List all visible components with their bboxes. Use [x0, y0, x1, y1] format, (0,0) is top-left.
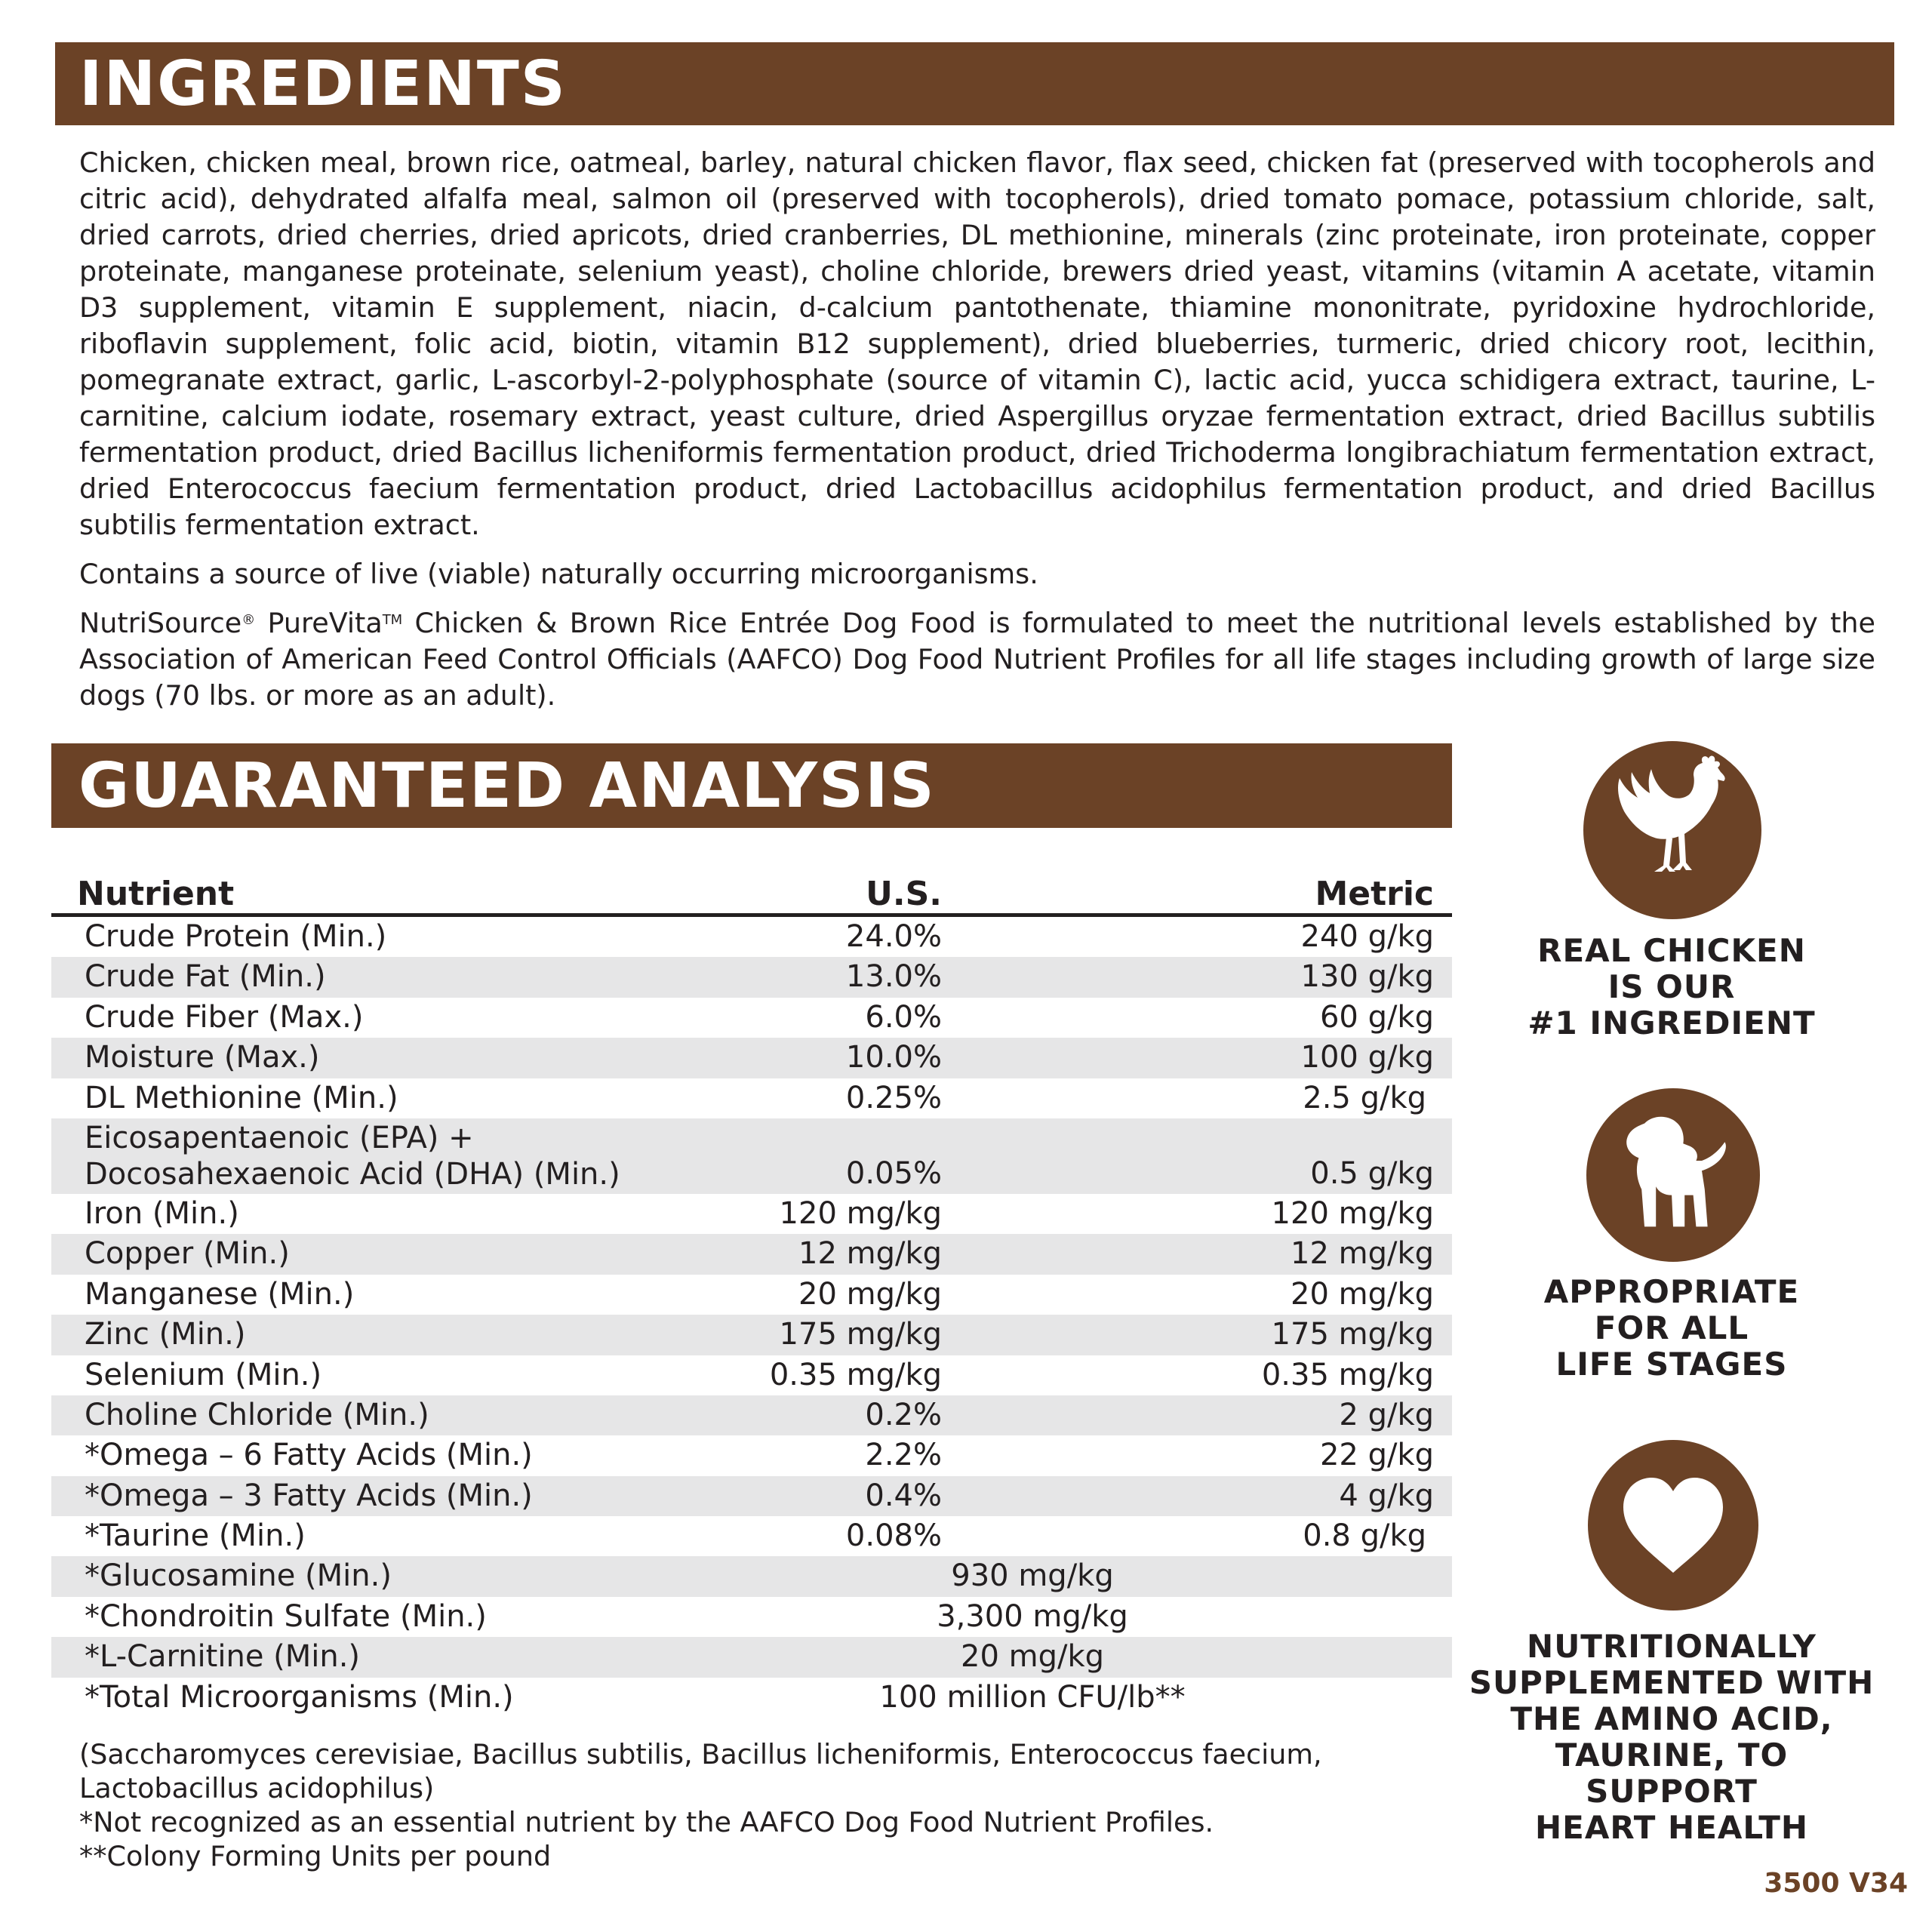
nutrient-cell: Iron (Min.) — [85, 1195, 239, 1231]
table-row — [51, 1078, 1452, 1118]
table-row — [51, 1234, 1452, 1274]
badge-line: APPROPRIATE — [1543, 1273, 1800, 1310]
puppy-badge-text — [1502, 1274, 1841, 1383]
nutrient-cell: *Taurine (Min.) — [85, 1518, 306, 1554]
nutrient-cell: *Total Microorganisms (Min.) — [85, 1679, 514, 1715]
table-row — [51, 1038, 1452, 1078]
table-row — [51, 1315, 1452, 1355]
table-row — [51, 1435, 1452, 1475]
nutrient-line: Docosahexaenoic Acid (DHA) (Min.) — [85, 1156, 620, 1192]
us-cell: 0.35 mg/kg — [769, 1357, 942, 1392]
nutrient-cell: Choline Chloride (Min.) — [85, 1397, 429, 1432]
table-row — [51, 1194, 1452, 1234]
nutrient-line: Eicosapentaenoic (EPA) + — [85, 1120, 474, 1155]
metric-cell: 4 g/kg — [1339, 1478, 1434, 1513]
combined-value-cell: 3,300 mg/kg — [937, 1598, 1128, 1634]
ingredients-heading: INGREDIENTS — [55, 42, 1894, 125]
metric-cell: 60 g/kg — [1319, 999, 1434, 1035]
metric-cell: 2 g/kg — [1339, 1397, 1434, 1432]
us-cell: 24.0% — [845, 919, 942, 954]
table-row — [51, 998, 1452, 1038]
us-cell: 0.08% — [845, 1518, 942, 1554]
table-row — [51, 1678, 1452, 1718]
us-cell: 0.25% — [845, 1080, 942, 1115]
combined-value-cell: 20 mg/kg — [961, 1639, 1104, 1675]
guaranteed-analysis-heading: GUARANTEED ANALYSIS — [51, 743, 1452, 828]
us-cell: 2.2% — [865, 1438, 942, 1473]
header-us: U.S. — [866, 875, 942, 913]
table-row — [51, 1118, 1452, 1194]
metric-cell: 175 mg/kg — [1271, 1317, 1434, 1352]
us-cell: 10.0% — [845, 1040, 942, 1075]
aafco-statement-paragraph — [79, 605, 1875, 714]
metric-cell: 130 g/kg — [1300, 959, 1434, 995]
chicken-icon — [1583, 741, 1761, 919]
badge-line: FOR ALL — [1594, 1309, 1749, 1346]
footnote-cfu: **Colony Forming Units per pound — [79, 1840, 552, 1872]
ingredients-list: Chicken, chicken meal, brown rice, oatmeal, barley, natural chicken flavor, flax seed, chicken fat (preserved with tocopherols and citric acid), dehydrated alfalfa meal, salmon oil (preserved with tocopherols), dried tomato pomace, potassium chloride, salt, dried carrots, dried cherries, dried apricots, dried cranberries, DL methionine, minerals (zinc proteinate, iron proteinate, copper proteinate, manganese proteinate, selenium yeast), choline chloride, brewers dried yeast, vitamins (vitamin A acetate, vitamin D3 supplement, vitamin E supplement, niacin, d-calcium pantothenate, thiamine mononitrate, pyridoxine hydrochloride, riboflavin supplement, folic acid, biotin, vitamin B12 supplement), dried blueberries, turmeric, dried chicory root, lecithin, pomegranate extract, garlic, L-ascorbyl-2-polyphosphate (source of vitamin C), lactic acid, yucca schidigera extract, taurine, L-carnitine, calcium iodate, rosemary extract, yeast culture, dried Aspergillus oryzae fermentation extract, dried Bacillus subtilis fermentation product, dried Bacillus licheniformis fermentation product, dried Trichoderma longibrachiatum fermentation extract, dried Enterococcus faecium fermentation product, dried Lactobacillus acidophilus fermentation product, and dried Bacillus subtilis fermentation extract. — [79, 146, 1875, 541]
heart-icon — [1588, 1440, 1758, 1611]
registered-mark: ® — [242, 612, 256, 628]
puppy-icon — [1586, 1088, 1760, 1262]
trademark-mark: TM — [382, 612, 403, 628]
table-row — [51, 1355, 1452, 1395]
metric-cell: 2.5 g/kg — [1303, 1080, 1426, 1115]
us-cell: 0.2% — [865, 1397, 942, 1432]
live-microorganisms-note: Contains a source of live (viable) naturally occurring microorganisms. — [79, 558, 1038, 590]
nutrient-cell: Moisture (Max.) — [85, 1040, 320, 1075]
nutrient-cell: Selenium (Min.) — [85, 1357, 322, 1392]
nutrient-cell: *L-Carnitine (Min.) — [85, 1639, 361, 1675]
table-row — [51, 1395, 1452, 1435]
puppy-badge — [1586, 1088, 1760, 1262]
metric-cell: 100 g/kg — [1300, 1040, 1434, 1075]
nutrient-cell: Crude Fiber (Max.) — [85, 999, 364, 1035]
nutrient-cell — [85, 1120, 620, 1192]
table-row — [51, 1597, 1452, 1637]
nutrient-cell: *Omega – 6 Fatty Acids (Min.) — [85, 1438, 533, 1473]
table-row — [51, 1476, 1452, 1516]
chicken-badge — [1583, 741, 1761, 919]
nutrient-cell: Copper (Min.) — [85, 1236, 290, 1272]
combined-value-cell: 100 million CFU/lb** — [879, 1679, 1186, 1715]
badge-line: SUPPLEMENTED WITH — [1469, 1664, 1875, 1701]
ingredients-body — [79, 145, 1875, 727]
badge-line: LIFE STAGES — [1555, 1346, 1788, 1383]
nutrient-cell: Manganese (Min.) — [85, 1276, 355, 1312]
us-cell: 6.0% — [865, 999, 942, 1035]
nutrient-cell: *Chondroitin Sulfate (Min.) — [85, 1598, 487, 1634]
table-row — [51, 1275, 1452, 1315]
analysis-footnotes — [79, 1737, 1438, 1873]
badge-line: NUTRITIONALLY — [1527, 1628, 1817, 1665]
us-cell: 0.05% — [845, 1155, 942, 1191]
guaranteed-analysis-table — [51, 874, 1452, 1718]
badge-line: IS OUR — [1607, 968, 1736, 1005]
nutrient-cell: *Glucosamine (Min.) — [85, 1558, 392, 1594]
brand-name: NutriSource — [79, 607, 242, 639]
heart-badge — [1588, 1440, 1758, 1611]
badge-line: HEART HEALTH — [1534, 1809, 1809, 1846]
table-header — [51, 874, 1452, 917]
footnote-species-line2: Lactobacillus acidophilus) — [79, 1772, 435, 1804]
nutrient-cell: Crude Fat (Min.) — [85, 959, 326, 995]
us-cell: 120 mg/kg — [779, 1195, 942, 1231]
metric-cell: 0.35 mg/kg — [1261, 1357, 1434, 1392]
metric-cell: 12 mg/kg — [1291, 1236, 1434, 1272]
table-row — [51, 1516, 1452, 1556]
metric-cell: 0.8 g/kg — [1303, 1518, 1426, 1554]
metric-cell: 22 g/kg — [1319, 1438, 1434, 1473]
us-cell: 175 mg/kg — [779, 1317, 942, 1352]
us-cell: 13.0% — [845, 959, 942, 995]
metric-cell: 120 mg/kg — [1271, 1195, 1434, 1231]
table-row — [51, 1556, 1452, 1596]
product-line: PureVita — [255, 607, 383, 639]
us-cell: 0.4% — [865, 1478, 942, 1513]
metric-cell: 20 mg/kg — [1291, 1276, 1434, 1312]
combined-value-cell: 930 mg/kg — [951, 1558, 1114, 1594]
table-row — [51, 957, 1452, 997]
table-row — [51, 917, 1452, 957]
footnote-species-line1: (Saccharomyces cerevisiae, Bacillus subtilis, Bacillus licheniformis, Enterococcus faecium, — [79, 1738, 1322, 1770]
us-cell: 20 mg/kg — [798, 1276, 942, 1312]
nutrient-cell: *Omega – 3 Fatty Acids (Min.) — [85, 1478, 533, 1513]
nutrient-cell: Crude Protein (Min.) — [85, 919, 387, 954]
badge-line: #1 INGREDIENT — [1527, 1004, 1816, 1041]
header-nutrient: Nutrient — [77, 875, 235, 913]
badge-line: TAURINE, TO SUPPORT — [1555, 1737, 1789, 1810]
heart-badge-text — [1464, 1629, 1879, 1846]
nutrient-cell: DL Methionine (Min.) — [85, 1080, 398, 1115]
chicken-badge-text — [1502, 933, 1841, 1041]
metric-cell: 0.5 g/kg — [1310, 1155, 1434, 1191]
header-metric: Metric — [1315, 875, 1434, 913]
footnote-aafco: *Not recognized as an essential nutrient by the AAFCO Dog Food Nutrient Profiles. — [79, 1806, 1214, 1838]
table-row — [51, 1637, 1452, 1677]
metric-cell: 240 g/kg — [1300, 919, 1434, 954]
aafco-statement: Chicken & Brown Rice Entrée Dog Food is formulated to meet the nutritional levels established by the Association of American Feed Control Officials (AAFCO) Dog Food Nutrient Profiles for all life stages including growth of large size dogs (70 lbs. or more as an adult). — [79, 607, 1875, 712]
product-code: 3500 V34 — [1764, 1868, 1908, 1899]
badge-line: REAL CHICKEN — [1537, 932, 1806, 969]
nutrient-cell: Zinc (Min.) — [85, 1317, 246, 1352]
us-cell: 12 mg/kg — [798, 1236, 942, 1272]
badge-line: THE AMINO ACID, — [1510, 1700, 1833, 1737]
